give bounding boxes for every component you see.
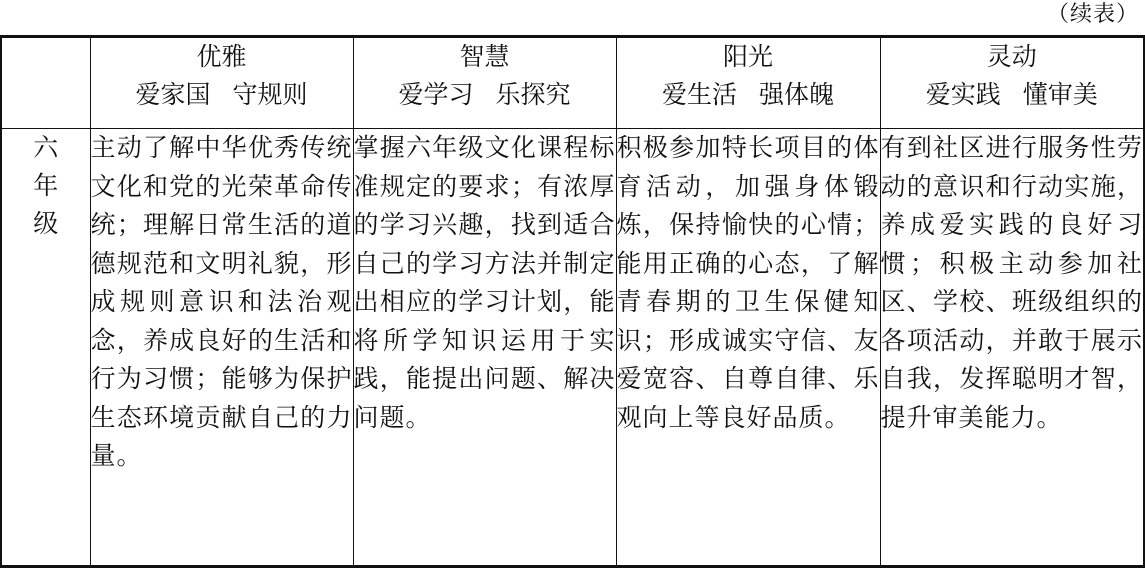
grade-label-char: 年 [33, 171, 59, 200]
table-cell-zhihui: 掌握六年级文化课程标准规定的要求；有浓厚的学习兴趣，找到适合自己的学习方法并制定出相应的学习计划，能将所学知识运用于实践，能提出问题、解决问题。 [353, 129, 616, 567]
header-zhihui [353, 37, 616, 129]
table-cell-yangguang: 积极参加特长项目的体育活动，加强身体锻炼，保持愉快的心情；能用正确的心态，了解青春期的卫生保健知识；形成诚实守信、友爱宽容、自尊自律、乐观向上等良好品质。 [616, 129, 880, 567]
header-yangguang [616, 37, 880, 129]
header-subtitle: 爱实践 懂审美 [925, 80, 1098, 109]
grade-label-char: 六 [33, 133, 59, 162]
table-cell-youya: 主动了解中华优秀传统文化和党的光荣革命传统；理解日常生活的道德规范和文明礼貌，形成规则意识和法治观念，养成良好的生活和行为习惯；能够为保护生态环境贡献自己的力量。 [90, 129, 353, 567]
table-header-row [1, 37, 1144, 129]
table-cell-lingdong: 有到社区进行服务性劳动的意识和行动实施，养成爱实践的良好习惯；积极主动参加社区、学校、班级组织的各项活动，并敢于展示自我，发挥聪明才智，提升审美能力。 [880, 129, 1144, 567]
grade-goals-table [0, 35, 1145, 568]
header-youya [90, 37, 353, 129]
header-title: 优雅 [196, 42, 247, 71]
header-title: 灵动 [986, 42, 1037, 71]
header-subtitle: 爱家国 守规则 [135, 80, 308, 109]
header-title: 阳光 [722, 42, 773, 71]
grade-label-char: 级 [33, 209, 59, 238]
header-corner-cell [1, 37, 90, 129]
continued-label: （续表） [1046, 2, 1139, 27]
header-lingdong [880, 37, 1144, 129]
grade-label-cell [1, 129, 90, 567]
header-subtitle: 爱学习 乐探究 [398, 80, 571, 109]
header-title: 智慧 [459, 42, 510, 71]
header-subtitle: 爱生活 强体魄 [662, 80, 834, 109]
table-row [1, 129, 1144, 567]
